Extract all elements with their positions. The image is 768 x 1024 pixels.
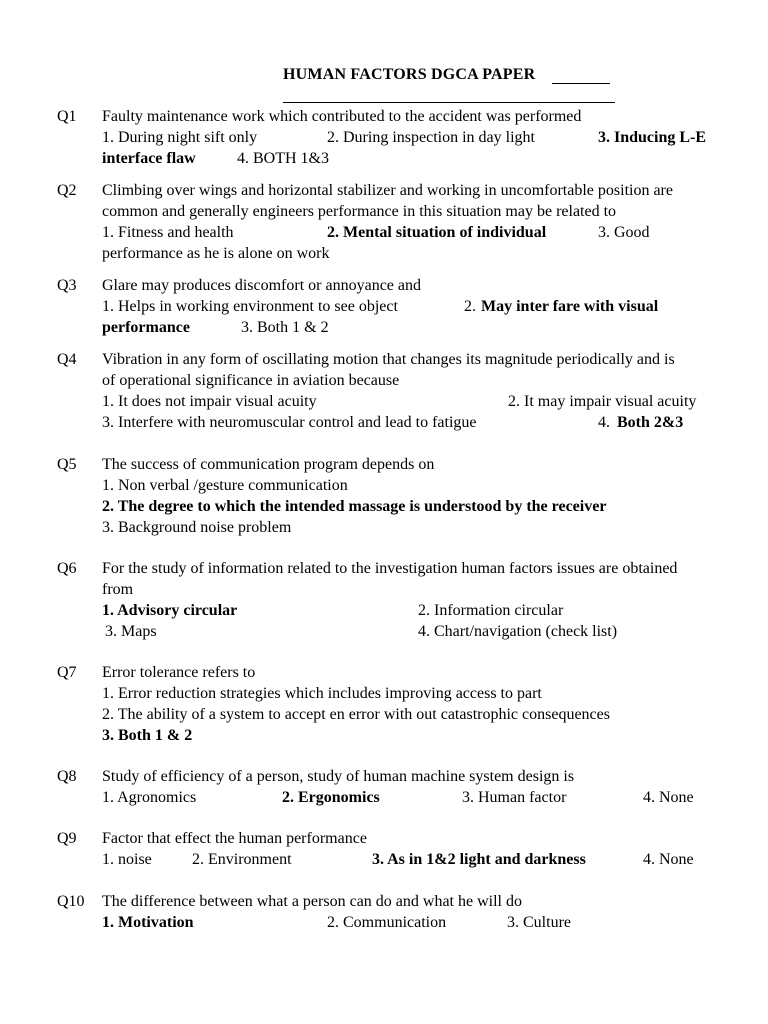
q3-option-2-num: 2. [464,298,476,315]
q3-option-2-cont: performance [102,319,190,336]
q1-option-1: 1. During night sift only [102,129,258,146]
q4-option-1: 1. It does not impair visual acuity [102,393,317,410]
q2-option-2: 2. Mental situation of individual [327,224,547,241]
q9-text: Factor that effect the human performance [102,830,367,847]
q1-option-2: 2. During inspection in day light [327,129,535,146]
q5-option-2: 2. The degree to which the intended massage is understood by the receiver [102,498,607,515]
q9-number: Q9 [57,830,77,847]
q6-text-1: For the study of information related to the investigation human factors issues are obtained [102,560,678,577]
q4-text-1: Vibration in any form of oscillating motion that changes its magnitude periodically and is [102,351,675,368]
q4-option-3: 3. Interfere with neuromuscular control and lead to fatigue [102,414,477,431]
q10-number: Q10 [57,893,85,910]
q9-option-1: 1. noise [102,851,152,868]
q6-option-1: 1. Advisory circular [102,602,238,619]
q2-option-3: 3. Good [598,224,650,241]
q8-option-4: 4. None [643,789,694,806]
q10-option-1: 1. Motivation [102,914,194,931]
q10-option-3: 3. Culture [507,914,571,931]
q1-option-3: 3. Inducing L-E [598,129,707,146]
q1-number: Q1 [57,108,77,125]
q2-option-3-cont: performance as he is alone on work [102,245,330,262]
title-rule [283,102,615,103]
q3-number: Q3 [57,277,77,294]
q2-text-1: Climbing over wings and horizontal stabilizer and working in uncomfortable position are [102,182,673,199]
q1-text: Faulty maintenance work which contributed to the accident was performed [102,108,582,125]
q8-text: Study of efficiency of a person, study of human machine system design is [102,768,575,785]
q8-option-2: 2. Ergonomics [282,789,380,806]
q2-option-1: 1. Fitness and health [102,224,234,241]
q7-number: Q7 [57,664,77,681]
q4-option-4: Both 2&3 [617,414,684,431]
q9-option-3: 3. As in 1&2 light and darkness [372,851,586,868]
q8-option-3: 3. Human factor [462,789,567,806]
q6-option-3: 3. Maps [105,623,157,640]
q2-number: Q2 [57,182,77,199]
q9-option-4: 4. None [643,851,694,868]
q8-option-1: 1. Agronomics [102,789,197,806]
q3-option-3: 3. Both 1 & 2 [241,319,329,336]
q7-text: Error tolerance refers to [102,664,256,681]
q5-option-3: 3. Background noise problem [102,519,292,536]
q7-option-1: 1. Error reduction strategies which includes improving access to part [102,685,542,702]
q3-option-2: May inter fare with visual [481,298,659,315]
q7-option-2: 2. The ability of a system to accept en error with out catastrophic consequences [102,706,610,723]
q6-option-2: 2. Information circular [418,602,564,619]
q10-text: The difference between what a person can do and what he will do [102,893,522,910]
q6-text-2: from [102,581,134,598]
q4-number: Q4 [57,351,77,368]
q6-number: Q6 [57,560,77,577]
q4-text-2: of operational significance in aviation because [102,372,400,389]
q1-option-3-cont: interface flaw [102,150,196,167]
q10-option-2: 2. Communication [327,914,447,931]
q7-option-3: 3. Both 1 & 2 [102,727,193,744]
q9-option-2: 2. Environment [192,851,292,868]
q4-option-4-num: 4. [598,414,610,431]
q3-option-1: 1. Helps in working environment to see object [102,298,398,315]
q5-number: Q5 [57,456,77,473]
q6-option-4: 4. Chart/navigation (check list) [418,623,618,640]
page-title: HUMAN FACTORS DGCA PAPER [283,66,536,83]
q5-option-1: 1. Non verbal /gesture communication [102,477,348,494]
q8-number: Q8 [57,768,77,785]
q1-option-4: 4. BOTH 1&3 [237,150,329,167]
q5-text: The success of communication program depends on [102,456,435,473]
title-underline [552,83,610,84]
q3-text: Glare may produces discomfort or annoyance and [102,277,421,294]
q4-option-2: 2. It may impair visual acuity [508,393,697,410]
q2-text-2: common and generally engineers performance in this situation may be related to [102,203,617,220]
